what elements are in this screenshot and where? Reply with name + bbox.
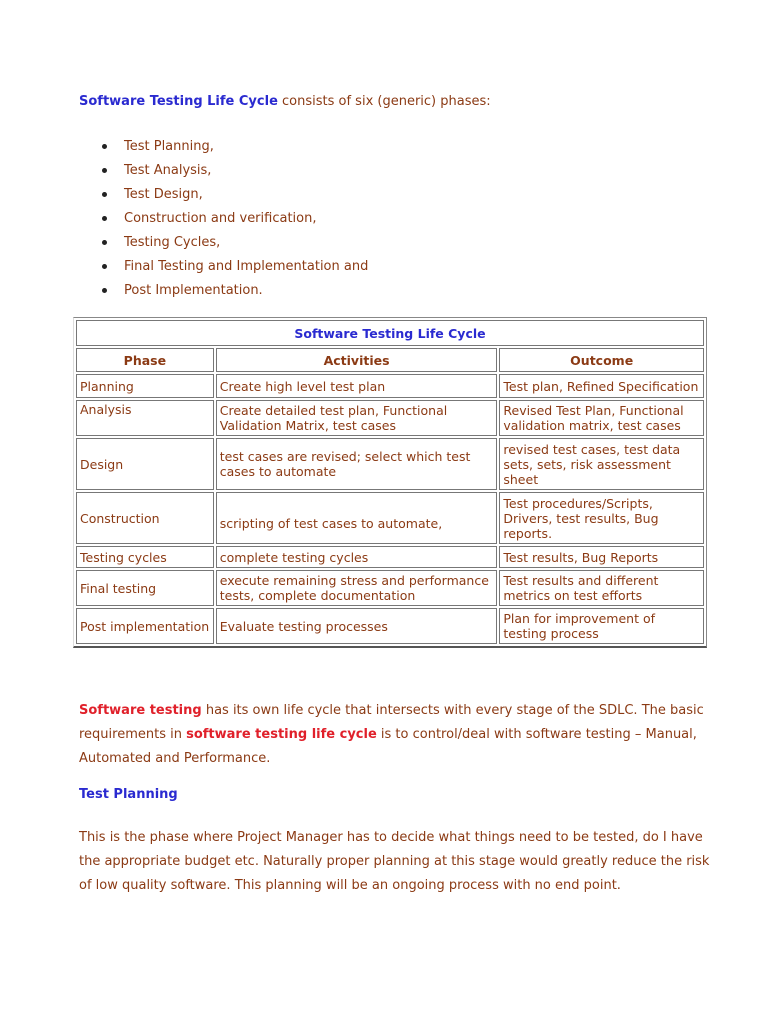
test-planning-heading: Test Planning [79, 787, 178, 802]
cell-outcome: Revised Test Plan, Functional validation matrix, test cases [499, 400, 704, 436]
phase-list [79, 138, 368, 306]
cell-activity: scripting of test cases to automate, [216, 492, 498, 544]
cell-activity: execute remaining stress and performance tests, complete documentation [216, 570, 498, 606]
cell-activity: Create high level test plan [216, 374, 498, 398]
phase-label: Testing Cycles, [124, 235, 221, 250]
test-planning-paragraph: This is the phase where Project Manager has to decide what things need to be tested, do I have the appropriate budget etc. Naturally proper planning at this stage would greatly reduce the risk of low quality software. This planning will be an ongoing process with no end point. [79, 830, 710, 893]
cell-activity: test cases are revised; select which test cases to automate [216, 438, 498, 490]
cell-phase: Post implementation [76, 608, 214, 644]
paragraph-text: has its own life cycle that intersects with every stage of the SDLC. The basic requirements in [79, 703, 704, 742]
list-item [79, 210, 368, 234]
phase-label: Construction and verification, [124, 211, 317, 226]
table-header-row [76, 348, 704, 372]
cell-phase: Design [76, 438, 214, 490]
cell-phase: Analysis [76, 400, 214, 436]
list-item [79, 138, 368, 162]
cell-phase: Planning [76, 374, 214, 398]
list-item [79, 186, 368, 210]
intro-line [79, 94, 491, 110]
cell-outcome: revised test cases, test data sets, sets, risk assessment sheet [499, 438, 704, 490]
column-header-outcome: Outcome [499, 348, 704, 372]
paragraph-text: is to control/deal with software testing – Manual, Automated and Performance. [79, 727, 697, 766]
bullet-icon [102, 216, 107, 221]
bullet-icon [102, 288, 107, 293]
phase-label: Test Planning, [124, 139, 214, 154]
table-caption-row [76, 320, 704, 346]
cell-outcome: Test results, Bug Reports [499, 546, 704, 568]
cell-activity: complete testing cycles [216, 546, 498, 568]
term-stlc: software testing life cycle [186, 727, 377, 742]
stlc-table [73, 317, 707, 648]
table-row [76, 570, 704, 606]
table-row [76, 546, 704, 568]
bullet-icon [102, 144, 107, 149]
table-row [76, 374, 704, 398]
cell-outcome: Test plan, Refined Specification [499, 374, 704, 398]
cell-activity: Evaluate testing processes [216, 608, 498, 644]
cell-outcome: Test results and different metrics on test efforts [499, 570, 704, 606]
column-header-activities: Activities [216, 348, 498, 372]
bullet-icon [102, 240, 107, 245]
phase-label: Test Design, [124, 187, 203, 202]
list-item [79, 258, 368, 282]
cell-activity: Create detailed test plan, Functional Validation Matrix, test cases [216, 400, 498, 436]
list-item [79, 282, 368, 306]
cell-phase: Construction [76, 492, 214, 544]
intro-text: consists of six (generic) phases: [277, 94, 491, 109]
list-item [79, 162, 368, 186]
term-software-testing: Software testing [79, 703, 202, 718]
table-row [76, 438, 704, 490]
phase-label: Post Implementation. [124, 283, 263, 298]
phase-label: Final Testing and Implementation and [124, 259, 369, 274]
bullet-icon [102, 264, 107, 269]
cell-phase: Testing cycles [76, 546, 214, 568]
column-header-phase: Phase [76, 348, 214, 372]
table-row [76, 492, 704, 544]
cell-outcome: Test procedures/Scripts, Drivers, test results, Bug reports. [499, 492, 704, 544]
table-caption: Software Testing Life Cycle [76, 320, 704, 346]
cell-phase: Final testing [76, 570, 214, 606]
table-row [76, 400, 704, 436]
phase-label: Test Analysis, [124, 163, 212, 178]
bullet-icon [102, 168, 107, 173]
cell-outcome: Plan for improvement of testing process [499, 608, 704, 644]
table-row [76, 608, 704, 644]
sdlc-paragraph [79, 699, 719, 771]
bullet-icon [102, 192, 107, 197]
intro-highlight: Software Testing Life Cycle [79, 94, 278, 109]
list-item [79, 234, 368, 258]
